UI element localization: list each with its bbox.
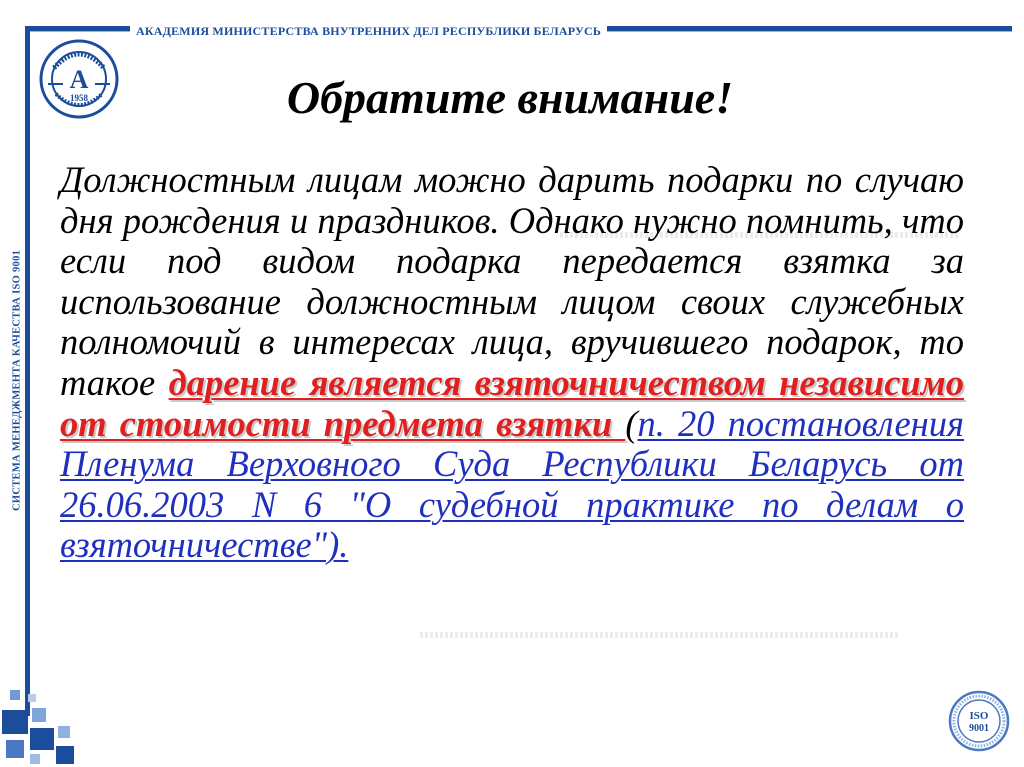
paragraph-intro: Должностным лицам можно дарить подарки по случаю дня рождения и праздников. Однако нужно помнить, что если под видом подарка передается взятка за использование должностным лицом своих служебных полномочий в интересах лица, вручившего подарок, то такое	[60, 159, 964, 403]
iso-label-bottom: 9001	[969, 723, 989, 734]
faint-watermark-line	[420, 632, 900, 638]
plenum-resolution-link[interactable]: п. 20 постановления Пленума Верховного Суда Республики Беларусь от 26.06.2003 N 6 "О судебной практике по делам о взяточничестве").	[60, 402, 964, 566]
academy-logo-icon	[38, 38, 120, 120]
academy-name-header: АКАДЕМИЯ МИНИСТЕРСТВА ВНУТРЕННИХ ДЕЛ РЕСПУБЛИКИ БЕЛАРУСЬ	[130, 24, 607, 39]
decorative-squares-icon	[0, 688, 80, 767]
highlighted-warning: дарение является взяточничеством независимо от стоимости предмета взятки	[60, 361, 964, 444]
iso-label-top: ISO	[969, 710, 989, 722]
slide-title: Обратите внимание!	[286, 72, 734, 123]
logo-year: 1958	[70, 93, 88, 103]
logo-letter: А	[69, 65, 89, 94]
iso-9001-badge-icon	[948, 690, 1010, 752]
open-parenthesis: (	[625, 402, 638, 444]
main-paragraph	[60, 160, 964, 566]
quality-system-vertical-text: СИСТЕМА МЕНЕДЖМЕНТА КАЧЕСТВА ISO 9001	[11, 249, 23, 511]
